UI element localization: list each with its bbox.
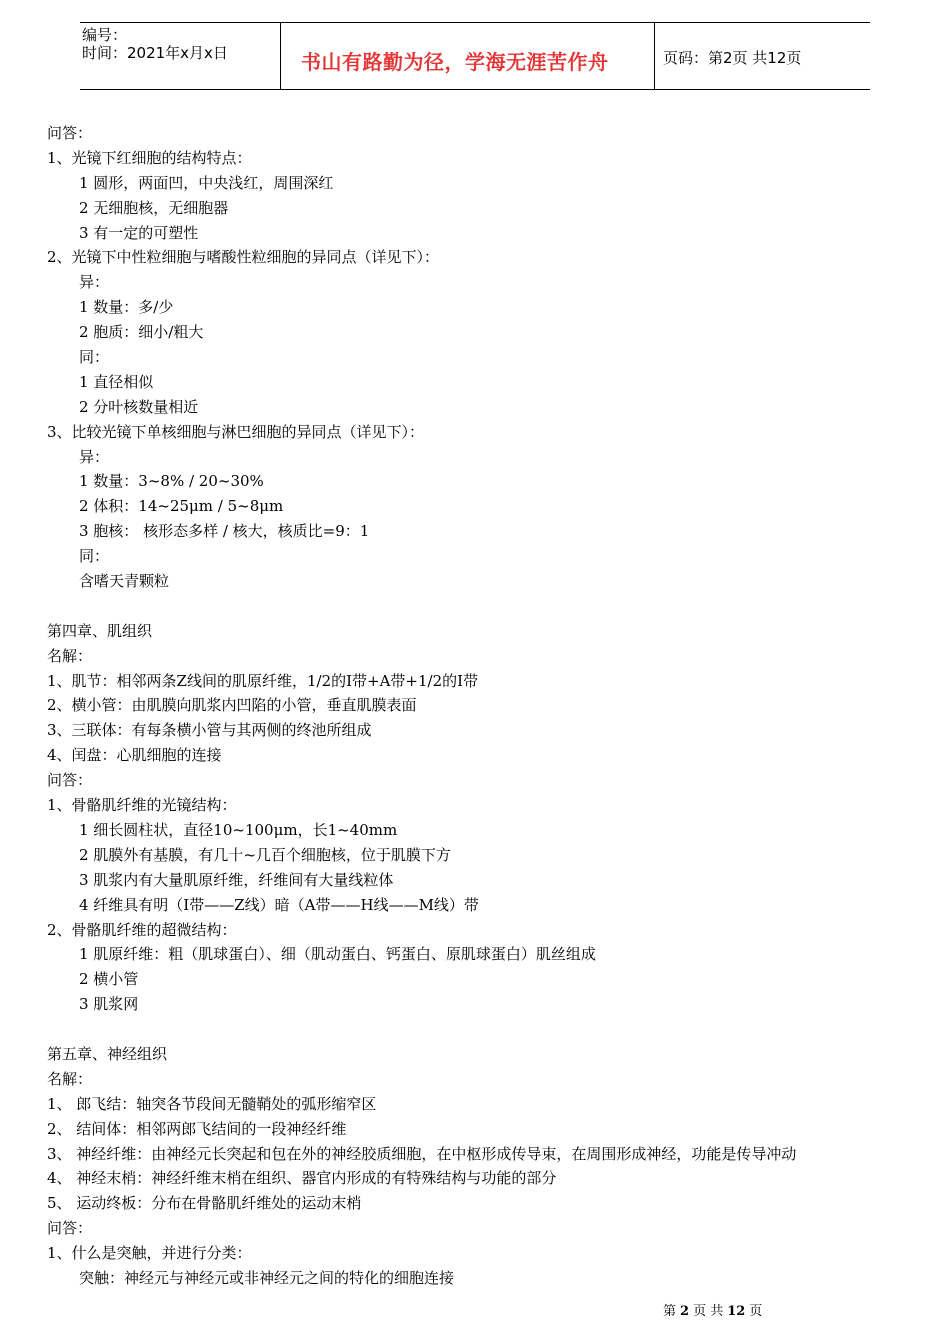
text-line: 1 数量：3~8% / 20~30% [79, 472, 264, 491]
text-line: 1 直径相似 [79, 372, 154, 391]
text-line: 3、三联体：有每条横小管与其两侧的终池所组成 [47, 721, 372, 740]
text-line: 1、骨骼肌纤维的光镜结构： [47, 796, 237, 815]
blank-line [47, 594, 907, 619]
text-line: 3、 神经纤维：由神经元长突起和包在外的神经胶质细胞，在中枢形成传导束，在周围形成神经，功能是传导冲动 [47, 1144, 797, 1163]
header-info-cell [80, 23, 281, 89]
text-line: 2 横小管 [79, 970, 139, 989]
footer-page-number: 2 [680, 1304, 690, 1319]
text-line: 1 肌原纤维：粗（肌球蛋白）、细（肌动蛋白、钙蛋白、原肌球蛋白）肌丝组成 [79, 945, 596, 964]
text-line: 3 肌浆内有大量肌原纤维，纤维间有大量线粒体 [79, 870, 394, 889]
text-line: 3 有一定的可塑性 [79, 223, 199, 242]
document-time-label: 时间：2021年x月x日 [82, 44, 228, 62]
text-line: 2、光镜下中性粒细胞与嗜酸性粒细胞的异同点（详见下）： [47, 248, 440, 267]
text-line: 5、 运动终板：分布在骨骼肌纤维处的运动末梢 [47, 1194, 362, 1213]
text-line: 2 无细胞核，无细胞器 [79, 198, 229, 217]
text-line: 1 圆形，两面凹，中央浅红，周围深红 [79, 173, 334, 192]
header-motto-cell [281, 23, 655, 89]
text-line: 3 肌浆网 [79, 995, 139, 1014]
header-page-cell [655, 23, 870, 89]
document-number-label: 编号： [82, 26, 128, 44]
text-line: 2、 结间体：相邻两郎飞结间的一段神经纤维 [47, 1119, 347, 1138]
text-line: 1 数量：多/少 [79, 298, 174, 317]
text-line: 含嗜天青颗粒 [79, 572, 170, 591]
footer-mid: 页 共 [693, 1304, 724, 1319]
footer-suffix: 页 [749, 1304, 763, 1319]
header-motto: 书山有路勤为径，学海无涯苦作舟 [301, 50, 609, 74]
text-line: 1、什么是突触，并进行分类： [47, 1244, 252, 1263]
text-line: 2 体积：14~25μm / 5~8μm [79, 497, 284, 516]
text-line: 4 纤维具有明（I带——Z线）暗（A带——H线——M线）带 [79, 895, 479, 914]
text-line: 第五章、神经组织 [47, 1044, 168, 1063]
page-footer [663, 1300, 762, 1319]
text-line: 2、骨骼肌纤维的超微结构： [47, 920, 237, 939]
text-line: 1 细长圆柱状，直径10~100μm，长1~40mm [79, 820, 398, 839]
text-line: 4、 神经末梢：神经纤维末梢在组织、器官内形成的有特殊结构与功能的部分 [47, 1169, 557, 1188]
text-line: 2 胞质：细小/粗大 [79, 323, 204, 342]
header-page-label: 页码：第2页 共12页 [663, 49, 802, 67]
text-line: 1、肌节：相邻两条Z线间的肌原纤维，1/2的I带+A带+1/2的I带 [47, 671, 479, 690]
text-line: 3 胞核： 核形态多样 / 核大，核质比=9：1 [79, 522, 370, 541]
text-line: 异： [79, 273, 110, 292]
text-line: 问答： [47, 1219, 93, 1238]
text-line: 1、光镜下红细胞的结构特点： [47, 148, 252, 167]
document-body [47, 121, 907, 1291]
text-line: 1、 郎飞结：轴突各节段间无髓鞘处的弧形缩窄区 [47, 1094, 377, 1113]
text-line: 名解： [47, 1069, 93, 1088]
footer-prefix: 第 [663, 1304, 677, 1319]
text-line: 同： [79, 547, 110, 566]
footer-total-pages: 12 [727, 1304, 746, 1319]
text-line: 问答： [47, 124, 93, 142]
text-line: 名解： [47, 646, 93, 665]
text-line: 2 分叶核数量相近 [79, 397, 199, 416]
document-header [80, 22, 870, 90]
text-line: 突触：神经元与神经元或非神经元之间的特化的细胞连接 [79, 1268, 455, 1287]
text-line: 4、闰盘：心肌细胞的连接 [47, 746, 222, 765]
text-line: 2、横小管：由肌膜向肌浆内凹陷的小管，垂直肌膜表面 [47, 696, 417, 715]
text-line: 第四章、肌组织 [47, 621, 153, 640]
blank-line [47, 1017, 907, 1042]
text-line: 异： [79, 447, 110, 466]
text-line: 2 肌膜外有基膜，有几十~几百个细胞核，位于肌膜下方 [79, 845, 451, 864]
text-line: 3、比较光镜下单核细胞与淋巴细胞的异同点（详见下）： [47, 422, 425, 441]
text-line: 同： [79, 348, 110, 367]
text-line: 问答： [47, 771, 93, 790]
